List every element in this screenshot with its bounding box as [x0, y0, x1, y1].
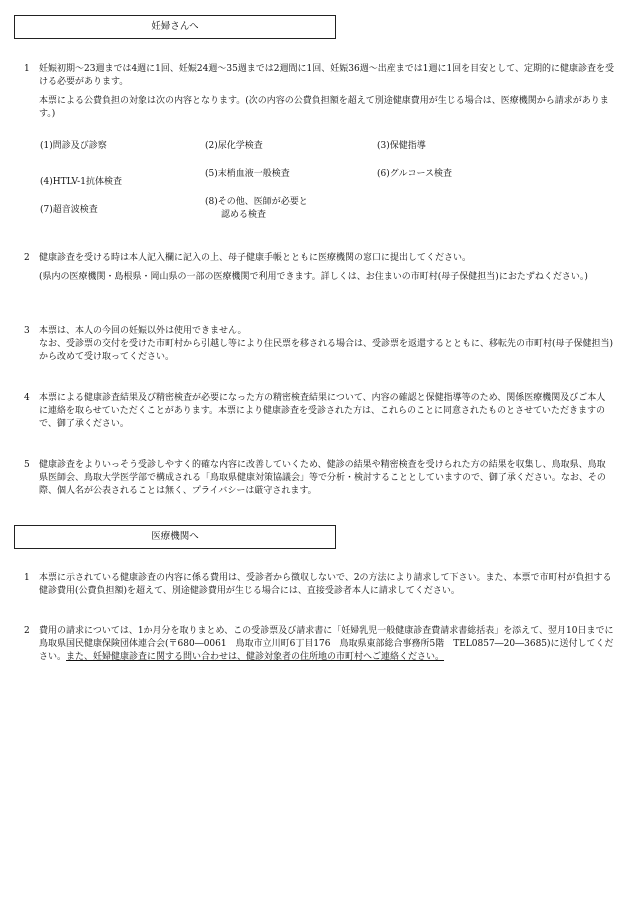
section-title: 妊婦さんへ: [151, 21, 199, 32]
list-item-4: [24, 392, 614, 431]
item-number: 5: [24, 460, 30, 470]
exam-item: (6)グルコース検査: [377, 169, 453, 179]
exam-item: (2)尿化学検査: [205, 141, 263, 151]
item-number: 1: [24, 573, 30, 583]
item-number: 1: [24, 64, 30, 74]
item-number: 2: [24, 253, 30, 263]
list-item-2: [24, 252, 614, 284]
item-text: 本票は、本人の今回の妊娠以外は使用できません。: [39, 326, 247, 336]
section-title: 医療機関へ: [151, 531, 199, 542]
item-text: 本票による健康診査結果及び精密検査が必要になった方の精密検査結果について、内容の確認と保健指導等のため、関係医療機関及びご本人に連絡を取らせていただくことがあります。本票により健康診査を受診された方は、これらのことに同意されたものとさせていただきますので、御了承ください。: [39, 393, 606, 429]
item-text-main: 費用の請求については、1か月分を取りまとめ、この受診票及び請求書に「妊婦乳児一般健康診査費請求書総括表」を添えて、翌月10日までに鳥取県国民健康保険団体連合会(〒680―0061 鳥取市立川町6丁目176 鳥取県東部総合事務所5階 TEL0857―20―3685)に送付してください。: [39, 626, 614, 662]
list-item-2: [24, 625, 614, 664]
exam-item: 認める検査: [221, 210, 267, 220]
exam-item: (3)保健指導: [377, 141, 426, 151]
item-number: 2: [24, 626, 30, 636]
exam-item: (7)超音波検査: [40, 205, 98, 215]
section-header-medical: [14, 525, 336, 549]
item-text: 本票に示されている健康診査の内容に係る費用は、受診者から徴収しないで、2の方法により請求して下さい。また、本票で市町村が負担する健診費用(公費負担額)を超えて、別途健診費用が生じる場合には、直接受診者本人に請求してください。: [39, 573, 612, 596]
list-item-5: [24, 459, 614, 498]
contact-note: また、妊婦健康診査に関する問い合わせは、健診対象者の住所地の市町村へご連絡ください。: [66, 652, 445, 662]
exam-item: (1)問診及び診察: [40, 141, 107, 151]
item-number: 4: [24, 393, 30, 403]
list-item-3: [24, 325, 614, 364]
item-number: 3: [24, 326, 30, 336]
item-text: 妊娠初期～23週までは4週に1回、妊娠24週～35週までは2週間に1回、妊娠36週～出産までは1週に1回を目安として、定期的に健康診査を受ける必要があります。: [39, 64, 614, 87]
list-item-1: [24, 572, 614, 598]
list-item-1: [24, 63, 614, 121]
exam-list: [40, 138, 600, 218]
section-header-pregnant: [14, 15, 336, 39]
exam-item: (4)HTLV-1抗体検査: [40, 177, 122, 187]
item-text: なお、受診票の交付を受けた市町村から引越し等により住民票を移される場合は、受診票を返還するとともに、移転先の市町村(母子保健担当)から改めて受け取ってください。: [39, 339, 614, 362]
item-text: 健康診査を受ける時は本人記入欄に記入の上、母子健康手帳とともに医療機関の窓口に提出してください。: [39, 253, 472, 263]
exam-item: (5)末梢血液一般検査: [205, 169, 290, 179]
item-text: 健康診査をよりいっそう受診しやすく的確な内容に改善していくため、健診の結果や精密検査を受けられた方の結果を収集し、鳥取県、鳥取県医師会、鳥取大学医学部で構成される「鳥取県健康対策協議会」等で分析・検討することとしていますので、御了承ください。なお、その際、個人名が公表されることは無く、プライバシーは厳守されます。: [39, 460, 606, 496]
exam-item: (8)その他、医師が必要と: [205, 197, 308, 207]
item-text: 本票による公費負担の対象は次の内容となります。(次の内容の公費負担額を超えて別途健康費用が生じる場合は、医療機関から請求があります。): [39, 96, 609, 119]
item-text: (県内の医療機関・島根県・岡山県の一部の医療機関で利用できます。詳しくは、お住まいの市町村(母子保健担当)におたずねください。): [39, 272, 588, 282]
item-text: [39, 625, 614, 664]
